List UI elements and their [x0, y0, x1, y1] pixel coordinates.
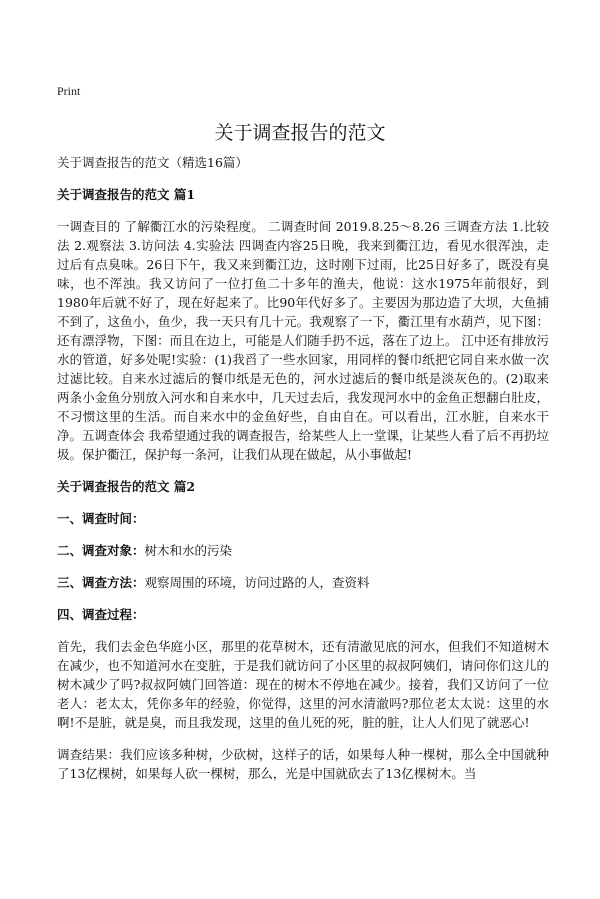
page-title: 关于调查报告的范文	[214, 122, 386, 144]
survey-method-label: 三、调查方法：	[57, 575, 145, 590]
survey-method-value: 观察周围的环境，访问过路的人，查资料	[144, 575, 370, 590]
survey-process-paragraph: 首先，我们去金色华庭小区，那里的花草树木，还有清澈见底的河水，但我们不知道树木在减少，也不知道河水在变脏，于是我们就访问了小区里的叔叔阿姨们，请问你们这儿的树木减少了吗?叔叔阿姨门回答道：现在的树木不停地在减少。接着，我们又访问了一位老人：老太太，凭你多年的经验，你觉得，这里的河水清澈吗?那位老太太说：这里的水啊!不是脏，就是臭，而且我发现，这里的鱼儿死的死，脏的脏，让人人们见了就恶心!	[57, 639, 549, 730]
article-2-heading: 关于调查报告的范文 篇2	[57, 479, 196, 494]
survey-process-label: 四、调查过程：	[57, 607, 145, 622]
survey-process-line	[57, 605, 549, 624]
survey-object-label: 二、调查对象：	[57, 543, 145, 558]
survey-method-line	[57, 573, 549, 592]
survey-object-value: 树木和水的污染	[144, 543, 233, 558]
survey-object-line	[57, 541, 549, 560]
survey-time-label: 一、调查时间：	[57, 511, 145, 526]
survey-result-paragraph: 调查结果：我们应该多种树，少砍树，这样子的话，如果每人种一棵树，那么全中国就种了13亿棵树，如果每人砍一棵树，那么，光是中国就砍去了13亿棵树木。当	[57, 747, 549, 781]
survey-time-line	[57, 509, 549, 528]
print-label: Print	[57, 84, 81, 98]
article-1-body: 一调查目的 了解衢江水的污染程度。 二调查时间 2019.8.25～8.26 三调查方法 1.比较法 2.观察法 3.访问法 4.实验法 四调查内容25日晚，我来到衢江边，看见水很浑浊，走过后有点臭味。26日下午，我又来到衢江边，这时刚下过雨，比25日好多了，既没有臭味，也不浑浊。我又访问了一位打鱼二十多年的渔夫，他说：这水1975年前很好，到1980年后就不好了，现在好起来了。比90年代好多了。主要因为那边造了大坝，大鱼捕不到了，这鱼小，鱼少，我一天只有几十元。我观察了一下，衢江里有水葫芦，见下图： 还有漂浮物，下图：而且在边上，可能是人们随手扔不远，落在了边上。 江中还有排放污水的管道，好多处呢!实验：(1)我舀了一些水回家，用同样的餐巾纸把它同自来水做一次过滤比较。自来水过滤后的餐巾纸是无色的，河水过滤后的餐巾纸是淡灰色的。(2)取来两条小金鱼分别放入河水和自来水中，几天过去后，我发现河水中的金鱼正想翻白肚皮，不习惯这里的生活。而自来水中的金鱼好些，自由自在。可以看出，江水脏，自来水干净。五调查体会 我希望通过我的调查报告，给某些人上一堂课，让某些人看了后不再扔垃圾。保护衢江，保护每一条河，让我们从现在做起，从小事做起!	[57, 219, 549, 462]
document-subtitle: 关于调查报告的范文（精选16篇）	[57, 155, 248, 170]
article-1-heading: 关于调查报告的范文 篇1	[57, 187, 196, 202]
document-body	[57, 153, 549, 796]
